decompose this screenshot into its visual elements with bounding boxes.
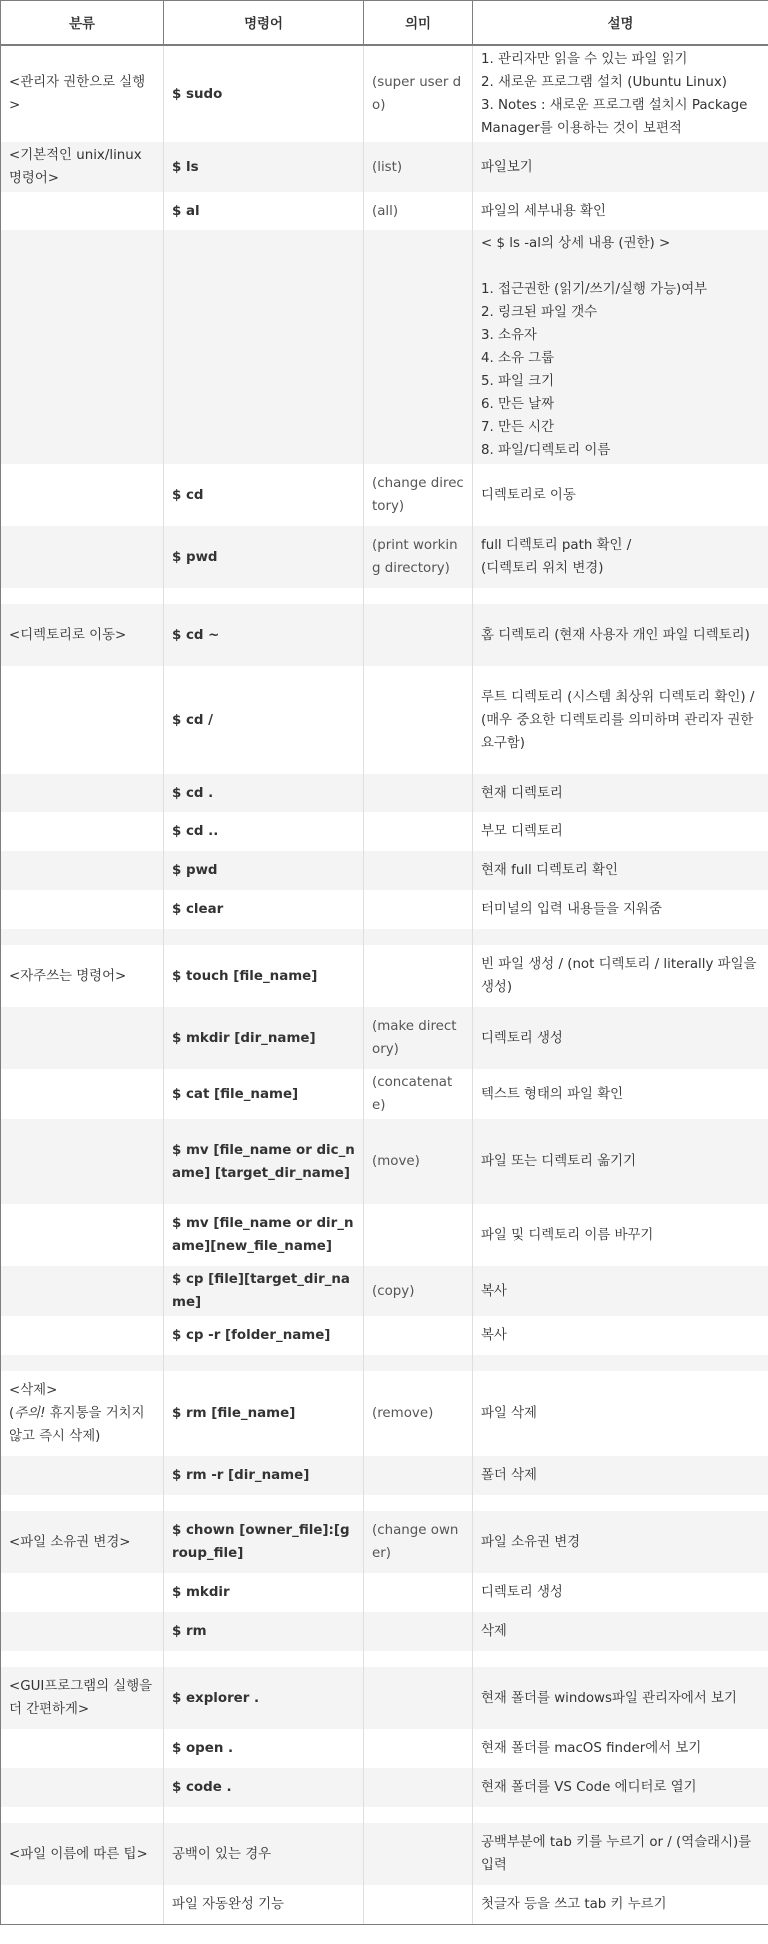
table-row <box>1 192 768 230</box>
table-row <box>1 230 768 464</box>
meaning-cell <box>364 890 473 929</box>
description-line: 부모 디렉토리 <box>481 824 563 839</box>
table-row <box>1 588 768 604</box>
table-row <box>1 1007 768 1069</box>
description-cell <box>473 1511 768 1573</box>
category-cell <box>1 230 164 464</box>
description-cell <box>473 1651 768 1667</box>
description-line: 디렉토리 생성 <box>481 1585 563 1600</box>
table-row <box>1 890 768 929</box>
meaning-cell: (all) <box>364 192 473 230</box>
description-line: 현재 폴더를 VS Code 에디터로 열기 <box>481 1780 697 1795</box>
description-line: 복사 <box>481 1283 507 1299</box>
table-row <box>1 1651 768 1667</box>
description-cell <box>473 1456 768 1495</box>
description-cell <box>473 45 768 142</box>
meaning-cell: (concatenate) <box>364 1069 473 1119</box>
description-cell <box>473 1823 768 1885</box>
description-line: 2. 새로운 프로그램 설치 (Ubuntu Linux) <box>481 75 728 90</box>
description-line: full 디렉토리 path 확인 / <box>481 538 632 553</box>
meaning-cell <box>364 1823 473 1885</box>
table-row <box>1 604 768 666</box>
table-row <box>1 526 768 588</box>
category-cell <box>1 1573 164 1612</box>
command-cell <box>164 588 364 604</box>
command-cell: $ cp [file][target_dir_name] <box>164 1266 364 1316</box>
category-cell <box>1 604 164 666</box>
category-cell <box>1 1204 164 1266</box>
category-text: <GUI프로그램의 실행을 더 간편하게> <box>9 1679 157 1717</box>
category-text: (주의! 휴지통을 거치지 않고 즉시 삭제) <box>9 1406 149 1444</box>
category-cell <box>1 1651 164 1667</box>
category-cell <box>1 45 164 142</box>
category-cell <box>1 1069 164 1119</box>
category-cell <box>1 192 164 230</box>
category-cell <box>1 142 164 192</box>
category-text: <자주쓰는 명령어> <box>9 968 127 984</box>
category-cell <box>1 1729 164 1768</box>
description-line: 6. 만든 날짜 <box>481 397 555 412</box>
description-line: 5. 파일 크기 <box>481 374 555 389</box>
description-line: 파일의 세부내용 확인 <box>481 203 606 219</box>
description-line: 홈 디렉토리 (현재 사용자 개인 파일 디렉토리) <box>481 627 750 643</box>
category-text: <삭제> <box>9 1383 58 1398</box>
meaning-cell: (remove) <box>364 1371 473 1456</box>
command-cell <box>164 1495 364 1511</box>
description-line: 폴더 삭제 <box>481 1468 537 1483</box>
category-cell <box>1 1266 164 1316</box>
meaning-cell <box>364 774 473 812</box>
table-row <box>1 1456 768 1495</box>
table-row <box>1 1511 768 1573</box>
command-cell: $ al <box>164 192 364 230</box>
description-line: 디렉토리로 이동 <box>481 487 576 503</box>
table-header <box>1 1 768 46</box>
category-cell <box>1 890 164 929</box>
description-line: 루트 디렉토리 (시스템 최상위 디렉토리 확인) / <box>481 689 755 705</box>
command-cell: $ mv [file_name or dir_name][new_file_name] <box>164 1204 364 1266</box>
description-line: 7. 만든 시간 <box>481 420 555 435</box>
description-cell <box>473 142 768 192</box>
table-row <box>1 1885 768 1924</box>
description-cell <box>473 1768 768 1807</box>
category-cell <box>1 929 164 945</box>
description-cell <box>473 1355 768 1371</box>
table-row <box>1 1807 768 1823</box>
table-row <box>1 1823 768 1885</box>
command-cell: $ cd ~ <box>164 604 364 666</box>
description-line: 파일 및 디렉토리 이름 바꾸기 <box>481 1227 654 1243</box>
description-cell <box>473 1495 768 1511</box>
description-cell <box>473 1204 768 1266</box>
description-cell <box>473 1667 768 1729</box>
meaning-cell: (list) <box>364 142 473 192</box>
description-line <box>481 255 760 278</box>
category-text: <기본적인 unix/linux 명령어> <box>9 148 146 186</box>
table-body <box>1 45 768 1924</box>
category-cell <box>1 1371 164 1456</box>
description-cell <box>473 230 768 464</box>
description-cell <box>473 604 768 666</box>
meaning-cell: (print working directory) <box>364 526 473 588</box>
command-cell: $ sudo <box>164 45 364 142</box>
category-cell <box>1 1768 164 1807</box>
category-cell <box>1 1456 164 1495</box>
meaning-cell: (make directory) <box>364 1007 473 1069</box>
table-row <box>1 464 768 526</box>
command-cell: $ rm -r [dir_name] <box>164 1456 364 1495</box>
category-text: <관리자 권한으로 실행> <box>9 75 146 113</box>
table-row <box>1 774 768 812</box>
header-row <box>1 1 768 46</box>
description-cell <box>473 1612 768 1651</box>
category-cell <box>1 1511 164 1573</box>
table-row <box>1 1729 768 1768</box>
description-line: 텍스트 형태의 파일 확인 <box>481 1086 624 1102</box>
header-description: 설명 <box>473 1 768 46</box>
meaning-cell <box>364 1612 473 1651</box>
description-cell <box>473 929 768 945</box>
command-cell: $ ls <box>164 142 364 192</box>
category-cell <box>1 464 164 526</box>
meaning-cell <box>364 1316 473 1355</box>
description-line: 복사 <box>481 1328 507 1343</box>
command-cell: $ cd / <box>164 666 364 774</box>
table-row <box>1 945 768 1007</box>
description-cell <box>473 812 768 851</box>
table-row <box>1 1573 768 1612</box>
meaning-cell <box>364 1204 473 1266</box>
description-cell <box>473 666 768 774</box>
command-cell: $ pwd <box>164 526 364 588</box>
command-cell: $ cd <box>164 464 364 526</box>
description-cell <box>473 588 768 604</box>
meaning-cell <box>364 666 473 774</box>
description-cell <box>473 1266 768 1316</box>
meaning-cell: (change directory) <box>364 464 473 526</box>
command-cell: 파일 자동완성 기능 <box>164 1885 364 1924</box>
command-cell: $ mv [file_name or dic_name] [target_dir_name] <box>164 1119 364 1204</box>
description-cell <box>473 851 768 890</box>
description-line: 파일보기 <box>481 159 533 175</box>
category-cell <box>1 774 164 812</box>
description-line: 1. 접근권한 (읽기/쓰기/실행 가능)여부 <box>481 282 708 297</box>
description-cell <box>473 1371 768 1456</box>
table-row <box>1 1069 768 1119</box>
header-meaning: 의미 <box>364 1 473 46</box>
category-cell <box>1 588 164 604</box>
description-cell <box>473 1119 768 1204</box>
table-row <box>1 1667 768 1729</box>
table-row <box>1 1355 768 1371</box>
header-category: 분류 <box>1 1 164 46</box>
description-line: 빈 파일 생성 / (not 디렉토리 / literally 파일을 생성) <box>481 957 761 995</box>
description-line: < $ ls -al의 상세 내용 (권한) > <box>481 236 671 251</box>
table-row <box>1 142 768 192</box>
table-row <box>1 929 768 945</box>
command-cell: $ clear <box>164 890 364 929</box>
description-cell <box>473 1807 768 1823</box>
meaning-cell <box>364 230 473 464</box>
category-cell <box>1 1885 164 1924</box>
meaning-cell: (move) <box>364 1119 473 1204</box>
command-cell: $ rm <box>164 1612 364 1651</box>
description-line: 4. 소유 그룹 <box>481 351 555 366</box>
category-cell <box>1 1495 164 1511</box>
command-cell: $ cp -r [folder_name] <box>164 1316 364 1355</box>
category-cell <box>1 1823 164 1885</box>
category-cell <box>1 812 164 851</box>
meaning-cell: (change owner) <box>364 1511 473 1573</box>
table-row <box>1 1119 768 1204</box>
category-cell <box>1 851 164 890</box>
command-cell <box>164 1651 364 1667</box>
command-cell <box>164 1355 364 1371</box>
category-cell <box>1 1807 164 1823</box>
description-line: 삭제 <box>481 1624 507 1639</box>
category-cell <box>1 1119 164 1204</box>
command-cell: $ cd .. <box>164 812 364 851</box>
category-cell <box>1 945 164 1007</box>
description-cell <box>473 464 768 526</box>
category-cell <box>1 1612 164 1651</box>
description-line: 3. Notes : 새로운 프로그램 설치시 Package Manager를 이용하는 것이 보편적 <box>481 98 752 136</box>
command-cell: $ code . <box>164 1768 364 1807</box>
command-cell: $ chown [owner_file]:[group_file] <box>164 1511 364 1573</box>
table-row <box>1 1495 768 1511</box>
command-cell: $ cat [file_name] <box>164 1069 364 1119</box>
description-cell <box>473 526 768 588</box>
description-line: 현재 디렉토리 <box>481 785 563 801</box>
command-cell <box>164 230 364 464</box>
description-line: 현재 폴더를 macOS finder에서 보기 <box>481 1741 702 1756</box>
meaning-cell <box>364 1885 473 1924</box>
meaning-cell <box>364 1495 473 1511</box>
command-cell: $ mkdir <box>164 1573 364 1612</box>
meaning-cell <box>364 604 473 666</box>
table-row <box>1 666 768 774</box>
meaning-cell <box>364 1355 473 1371</box>
description-line: (디렉토리 위치 변경) <box>481 561 604 576</box>
category-cell <box>1 526 164 588</box>
category-text: <파일 이름에 따른 팁> <box>9 1846 148 1862</box>
table-row <box>1 1768 768 1807</box>
table-row <box>1 851 768 890</box>
command-cell: $ explorer . <box>164 1667 364 1729</box>
meaning-cell <box>364 1456 473 1495</box>
description-line: 디렉토리 생성 <box>481 1030 563 1046</box>
meaning-cell <box>364 1729 473 1768</box>
meaning-cell <box>364 1807 473 1823</box>
description-cell <box>473 1885 768 1924</box>
meaning-cell: (super user do) <box>364 45 473 142</box>
command-cell: $ open . <box>164 1729 364 1768</box>
command-cell: $ mkdir [dir_name] <box>164 1007 364 1069</box>
description-line: 8. 파일/디렉토리 이름 <box>481 443 611 458</box>
description-cell <box>473 1007 768 1069</box>
description-cell <box>473 890 768 929</box>
category-cell <box>1 1007 164 1069</box>
description-line: 파일 삭제 <box>481 1406 537 1421</box>
table-row <box>1 1266 768 1316</box>
category-cell <box>1 1316 164 1355</box>
category-cell <box>1 666 164 774</box>
description-line: 2. 링크된 파일 갯수 <box>481 305 598 320</box>
description-cell <box>473 1069 768 1119</box>
table-row <box>1 1316 768 1355</box>
description-cell <box>473 192 768 230</box>
meaning-cell <box>364 588 473 604</box>
meaning-cell: (copy) <box>364 1266 473 1316</box>
meaning-cell <box>364 929 473 945</box>
meaning-cell <box>364 945 473 1007</box>
description-line: 공백부분에 tab 키를 누르기 or / (역슬래시)를 입력 <box>481 1835 756 1873</box>
description-cell <box>473 1573 768 1612</box>
category-cell <box>1 1667 164 1729</box>
description-line: 터미널의 입력 내용들을 지워줌 <box>481 902 662 917</box>
description-line: 파일 또는 디렉토리 옮기기 <box>481 1154 637 1169</box>
description-cell <box>473 1316 768 1355</box>
description-line: 1. 관리자만 읽을 수 있는 파일 읽기 <box>481 52 688 67</box>
description-cell <box>473 945 768 1007</box>
meaning-cell <box>364 1667 473 1729</box>
command-cell: $ cd . <box>164 774 364 812</box>
meaning-cell <box>364 1651 473 1667</box>
description-line: 첫글자 등을 쓰고 tab 키 누르기 <box>481 1896 667 1912</box>
description-line: 3. 소유자 <box>481 328 537 343</box>
category-text: <파일 소유권 변경> <box>9 1534 131 1550</box>
description-line: (매우 중요한 디렉토리를 의미하며 관리자 권한 요구함) <box>481 712 758 751</box>
command-cell: 공백이 있는 경우 <box>164 1823 364 1885</box>
table-row <box>1 45 768 142</box>
meaning-cell <box>364 851 473 890</box>
command-cell: $ touch [file_name] <box>164 945 364 1007</box>
description-cell <box>473 1729 768 1768</box>
command-cell: $ rm [file_name] <box>164 1371 364 1456</box>
description-cell <box>473 774 768 812</box>
meaning-cell <box>364 1768 473 1807</box>
table-row <box>1 1612 768 1651</box>
description-line: 현재 폴더를 windows파일 관리자에서 보기 <box>481 1690 737 1706</box>
table-row <box>1 1204 768 1266</box>
category-text: <디렉토리로 이동> <box>9 627 127 643</box>
category-cell <box>1 1355 164 1371</box>
meaning-cell <box>364 1573 473 1612</box>
description-line: 파일 소유권 변경 <box>481 1534 581 1550</box>
command-cell <box>164 1807 364 1823</box>
meaning-cell <box>364 812 473 851</box>
header-command: 명령어 <box>164 1 364 46</box>
description-line: 현재 full 디렉토리 확인 <box>481 863 618 878</box>
table-row <box>1 1371 768 1456</box>
command-cell: $ pwd <box>164 851 364 890</box>
table-row <box>1 812 768 851</box>
command-cell <box>164 929 364 945</box>
